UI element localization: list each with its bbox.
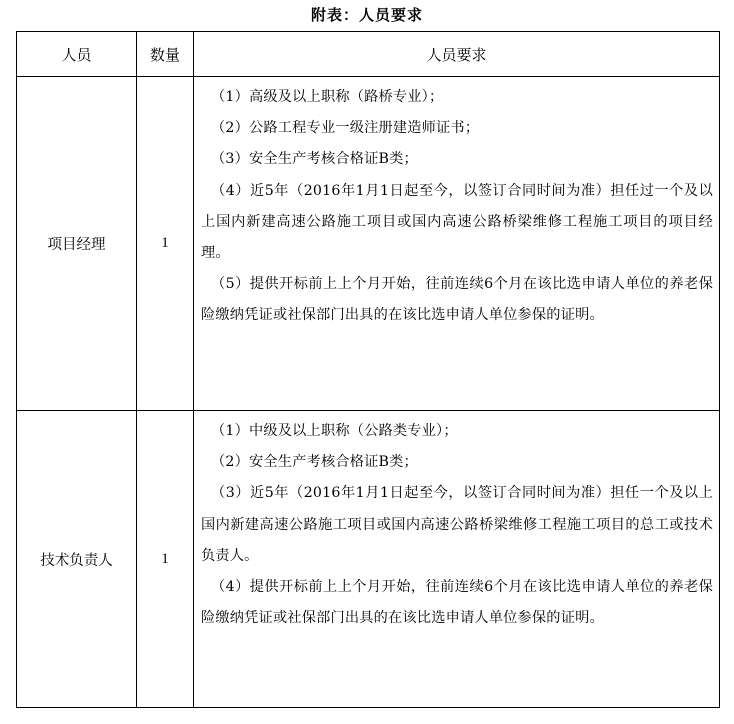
requirement-item: （4）提供开标前上上个月开始，往前连续6个月在该比选申请人单位的养老保险缴纳凭证或社保部门出具的在该比选申请人单位参保的证明。 (201, 579, 713, 627)
personnel-requirements-table (16, 31, 720, 708)
requirement-item: （3）安全生产考核合格证B类； (211, 151, 418, 168)
document-title: 附表：人员要求 (310, 6, 423, 24)
cell-requirements (194, 411, 720, 708)
requirement-item: （2）公路工程专业一级注册建造师证书； (211, 120, 480, 137)
cell-requirements (194, 77, 720, 411)
requirement-item: （3）近5年（2016年1月1日起至今，以签订合同时间为准）担任一个及以上国内新建高速公路施工项目或国内高速公路桥梁维修工程施工项目的总工或技术负责人。 (201, 485, 713, 564)
cell-count: 1 (137, 77, 194, 411)
table-row-project-manager (17, 77, 720, 411)
cell-count: 1 (137, 411, 194, 708)
requirement-item: （4）近5年（2016年1月1日起至今，以签订合同时间为准）担任过一个及以上国内新建高速公路施工项目或国内高速公路桥梁维修工程施工项目的项目经理。 (201, 182, 713, 262)
header-requirements: 人员要求 (194, 32, 720, 77)
requirement-item: （1）高级及以上职称（路桥专业）； (211, 89, 444, 105)
requirement-item: （1）中级及以上职称（公路类专业）； (211, 423, 458, 439)
cell-person: 项目经理 (17, 77, 137, 411)
cell-person: 技术负责人 (17, 411, 137, 708)
table-row-technical-lead (17, 411, 720, 708)
header-person: 人员 (17, 32, 137, 77)
header-count: 数量 (137, 32, 194, 77)
requirement-item: （2）安全生产考核合格证B类； (211, 454, 418, 471)
requirement-item: （5）提供开标前上上个月开始，往前连续6个月在该比选申请人单位的养老保险缴纳凭证或社保部门出具的在该比选申请人单位参保的证明。 (201, 276, 713, 324)
table-header-row (17, 32, 720, 77)
